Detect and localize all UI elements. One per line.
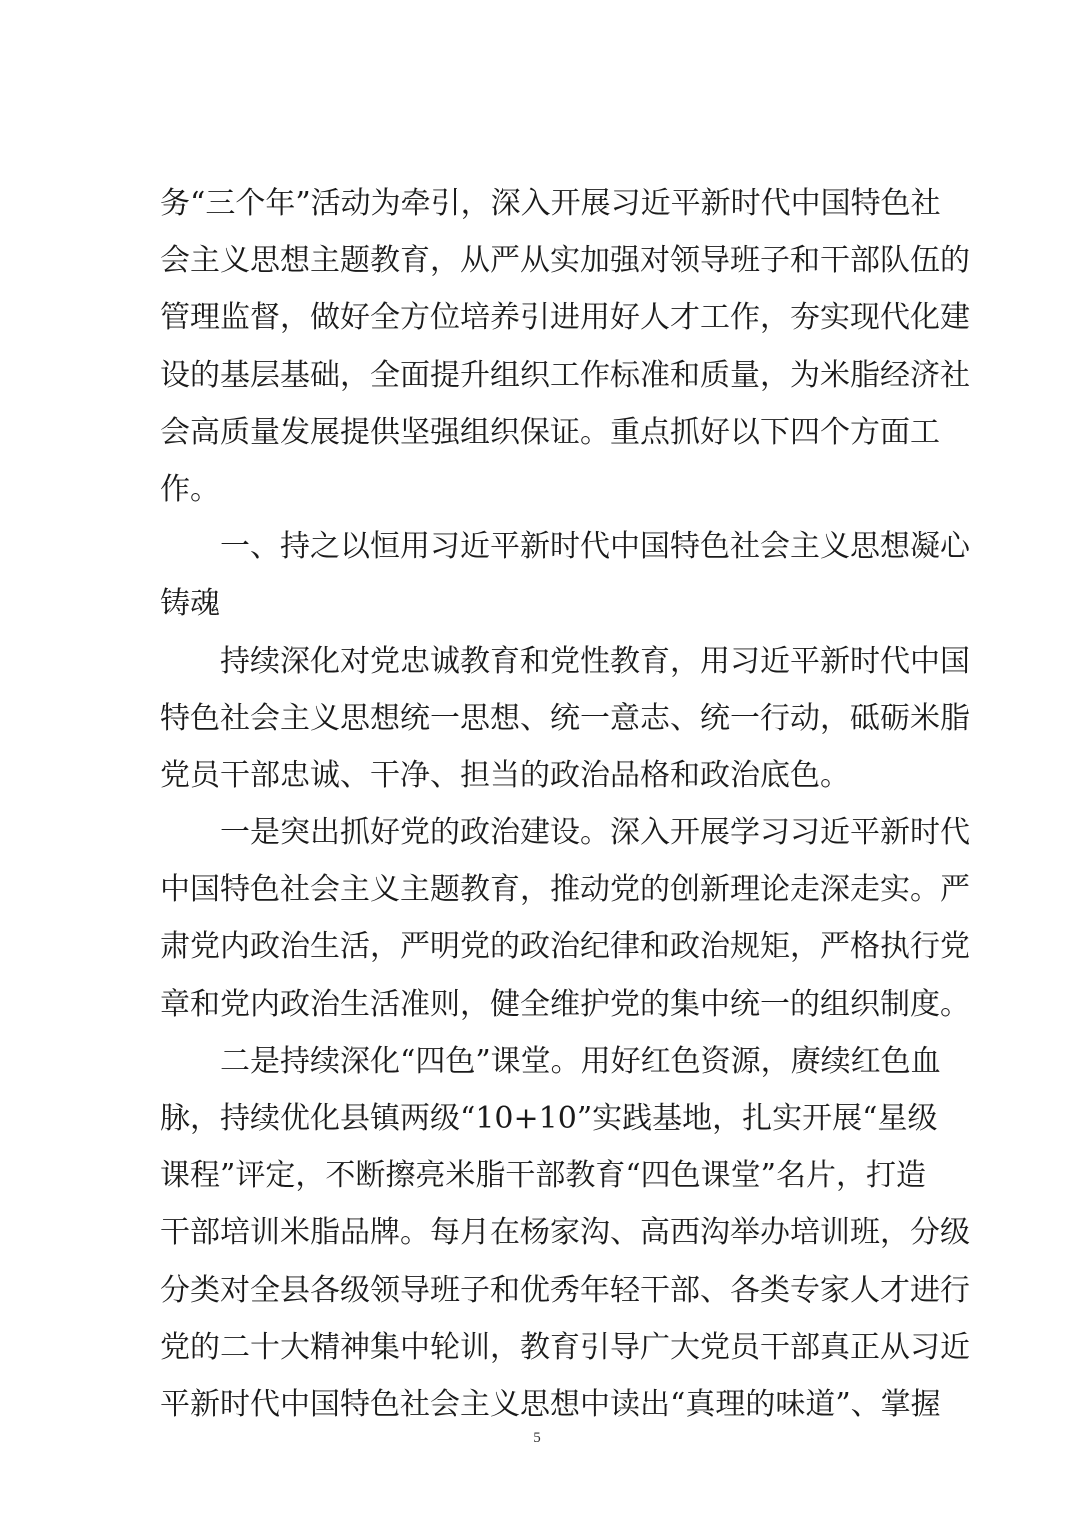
text-line: 肃党内政治生活，严明党的政治纪律和政治规矩，严格执行党	[160, 929, 970, 965]
text-line: 章和党内政治生活准则，健全维护党的集中统一的组织制度。	[160, 986, 970, 1022]
text-line: 设的基层基础，全面提升组织工作标准和质量，为米脂经济社	[160, 357, 970, 393]
body-text	[160, 175, 970, 1433]
text-line: 务“三个年”活动为牵引，深入开展习近平新时代中国特色社	[160, 186, 941, 221]
text-line: 一、持之以恒用习近平新时代中国特色社会主义思想凝心	[220, 529, 970, 565]
text-line: 课程”评定，不断擦亮米脂干部教育“四色课堂”名片，打造	[160, 1158, 927, 1194]
text-line: 分类对全县各级领导班子和优秀年轻干部、各类专家人才进行	[160, 1272, 970, 1308]
text-line: 作。	[160, 471, 220, 507]
text-line: 二是持续深化“四色”课堂。用好红色资源，赓续红色血	[220, 1043, 941, 1079]
page-number: 5	[533, 1430, 541, 1446]
text-line: 会主义思想主题教育，从严从实加强对领导班子和干部队伍的	[160, 243, 970, 279]
text-line: 特色社会主义思想统一思想、统一意志、统一行动，砥砺米脂	[160, 700, 970, 736]
text-line: 持续深化对党忠诚教育和党性教育，用习近平新时代中国	[220, 643, 970, 679]
text-line: 脉，持续优化县镇两级“10+10”实践基地，扎实开展“星级	[160, 1101, 938, 1136]
text-line: 党员干部忠诚、干净、担当的政治品格和政治底色。	[160, 757, 850, 793]
text-line: 管理监督，做好全方位培养引进用好人才工作，夯实现代化建	[160, 300, 970, 336]
text-line: 会高质量发展提供坚强组织保证。重点抓好以下四个方面工	[160, 414, 940, 450]
text-line: 平新时代中国特色社会主义思想中读出“真理的味道”、掌握	[160, 1386, 941, 1422]
text-line: 铸魂	[160, 586, 220, 622]
text-line: 干部培训米脂品牌。每月在杨家沟、高西沟举办培训班，分级	[160, 1215, 970, 1251]
text-line: 一是突出抓好党的政治建设。深入开展学习习近平新时代	[220, 815, 970, 851]
text-line: 党的二十大精神集中轮训，教育引导广大党员干部真正从习近	[160, 1329, 970, 1365]
text-line: 中国特色社会主义主题教育，推动党的创新理论走深走实。严	[160, 872, 970, 908]
